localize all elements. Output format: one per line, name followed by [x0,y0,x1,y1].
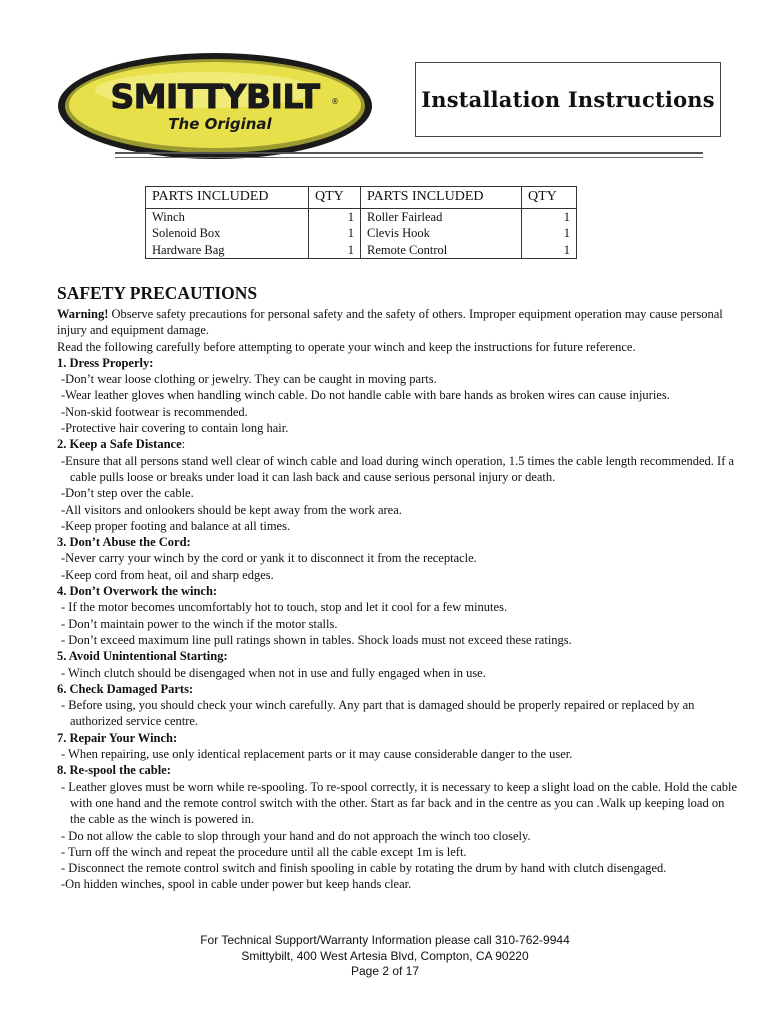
subsection-title: 8. Re-spool the cable: [57,763,171,778]
list-item: - When repairing, use only identical replacement parts or it may cause considerable danger to the user. [61,747,573,762]
intro-paragraph: Read the following carefully before attempting to operate your winch and keep the instructions for future reference. [57,339,636,354]
list-item: -Don’t wear loose clothing or jewelry. They can be caught in moving parts. [61,372,437,387]
subsection-title: 1. Dress Properly: [57,355,154,370]
part-name: Remote Control [361,242,522,259]
list-item: -All visitors and onlookers should be kept away from the work area. [61,502,402,517]
list-item: -Keep cord from heat, oil and sharp edges. [61,567,274,582]
title-box [415,62,721,137]
subsection-title: 6. Check Damaged Parts: [57,681,194,696]
subsection-title: 3. Don’t Abuse the Cord: [57,535,191,550]
subsection-title-text: 2. Keep a Safe Distance [57,437,182,452]
list-item: - Do not allow the cable to slop through your hand and do not approach the winch too closely. [61,828,531,843]
smittybilt-logo [55,50,375,162]
list-item: -Never carry your winch by the cord or yank it to disconnect it from the receptacle. [61,551,477,566]
page-footer [0,933,770,980]
list-item: - Leather gloves must be worn while re-spooling. To re-spool correctly, it is necessary to keep a slight load on the cable. Hold the cable with one hand and the remote control switch with the other. Start as far back and in the centre as you can .Walk up keeping load on the cable as the winch is powered in. [61,779,738,827]
list-item: - Winch clutch should be disengaged when not in use and fully engaged when in use. [61,665,486,680]
svg-text:®: ® [331,97,339,106]
list-item: - Don’t maintain power to the winch if the motor stalls. [61,616,338,631]
list-item: - Turn off the winch and repeat the procedure until all the cable except 1m is left. [61,844,467,859]
warning-paragraph [57,306,737,339]
col-header-qty-1: QTY [309,187,361,209]
col-header-parts-1: PARTS INCLUDED [146,187,309,209]
logo-tagline-text: The Original [168,115,272,133]
list-item: - Disconnect the remote control switch and finish spooling in cable by rotating the drum by hand with clutch disengaged. [61,861,667,876]
safety-section [57,282,737,893]
list-item: -Don’t step over the cable. [61,486,194,501]
col-header-parts-2: PARTS INCLUDED [361,187,522,209]
table-row [146,208,577,225]
footer-support-line: For Technical Support/Warranty Information please call 310-762-9944 [200,933,570,947]
subsection-title [57,436,737,452]
list-item: -Wear leather gloves when handling winch cable. Do not handle cable with bare hands as broken wires can cause injuries. [61,388,670,403]
section-heading: SAFETY PRECAUTIONS [57,283,258,303]
warning-label: Warning! [57,307,109,321]
page-number: Page 2 of 17 [350,964,420,978]
table-row [146,242,577,259]
part-qty: 1 [522,225,577,242]
logo-brand-text: SMITTYBILT [110,77,320,116]
subsection-title: 5. Avoid Unintentional Starting: [57,649,228,664]
part-qty: 1 [309,225,361,242]
list-item: - If the motor becomes uncomfortably hot to touch, stop and let it cool for a few minutes. [61,600,508,615]
part-name: Hardware Bag [146,242,309,259]
list-item: -Non-skid footwear is recommended. [61,404,248,419]
part-name: Winch [146,208,309,225]
table-row [146,225,577,242]
table-header-row [146,187,577,209]
list-item: - Don’t exceed maximum line pull ratings shown in tables. Shock loads must not exceed these ratings. [61,632,572,647]
parts-table [145,186,577,259]
header-rule [115,152,703,154]
subsection-title: 7. Repair Your Winch: [57,730,178,745]
page-title: Installation Instructions [421,87,715,112]
part-qty: 1 [309,242,361,259]
part-qty: 1 [309,208,361,225]
subsection-title-suffix: : [181,437,186,452]
list-item: - Before using, you should check your winch carefully. Any part that is damaged should be properly repaired or replaced by an authorized service centre. [61,698,695,729]
list-item: -Protective hair covering to contain long hair. [61,421,289,436]
list-item: -Keep proper footing and balance at all times. [61,518,291,533]
part-name: Clevis Hook [361,225,522,242]
header-rule-thin [115,157,703,158]
list-item: -Ensure that all persons stand well clear of winch cable and load during winch operation, 1.5 times the cable length recommended. If a cable pulls loose or breaks under load it can lash back and cause serious personal injury or death. [61,453,735,484]
warning-text: Observe safety precautions for personal safety and the safety of others. Improper equipment operation may cause personal injury and equipment damage. [57,307,723,338]
col-header-qty-2: QTY [522,187,577,209]
part-qty: 1 [522,242,577,259]
footer-address-line: Smittybilt, 400 West Artesia Blvd, Compton, CA 90220 [241,948,529,963]
part-qty: 1 [522,208,577,225]
part-name: Roller Fairlead [361,208,522,225]
subsection-title: 4. Don’t Overwork the winch: [57,584,218,599]
part-name: Solenoid Box [146,225,309,242]
list-item: -On hidden winches, spool in cable under power but keep hands clear. [61,877,412,892]
